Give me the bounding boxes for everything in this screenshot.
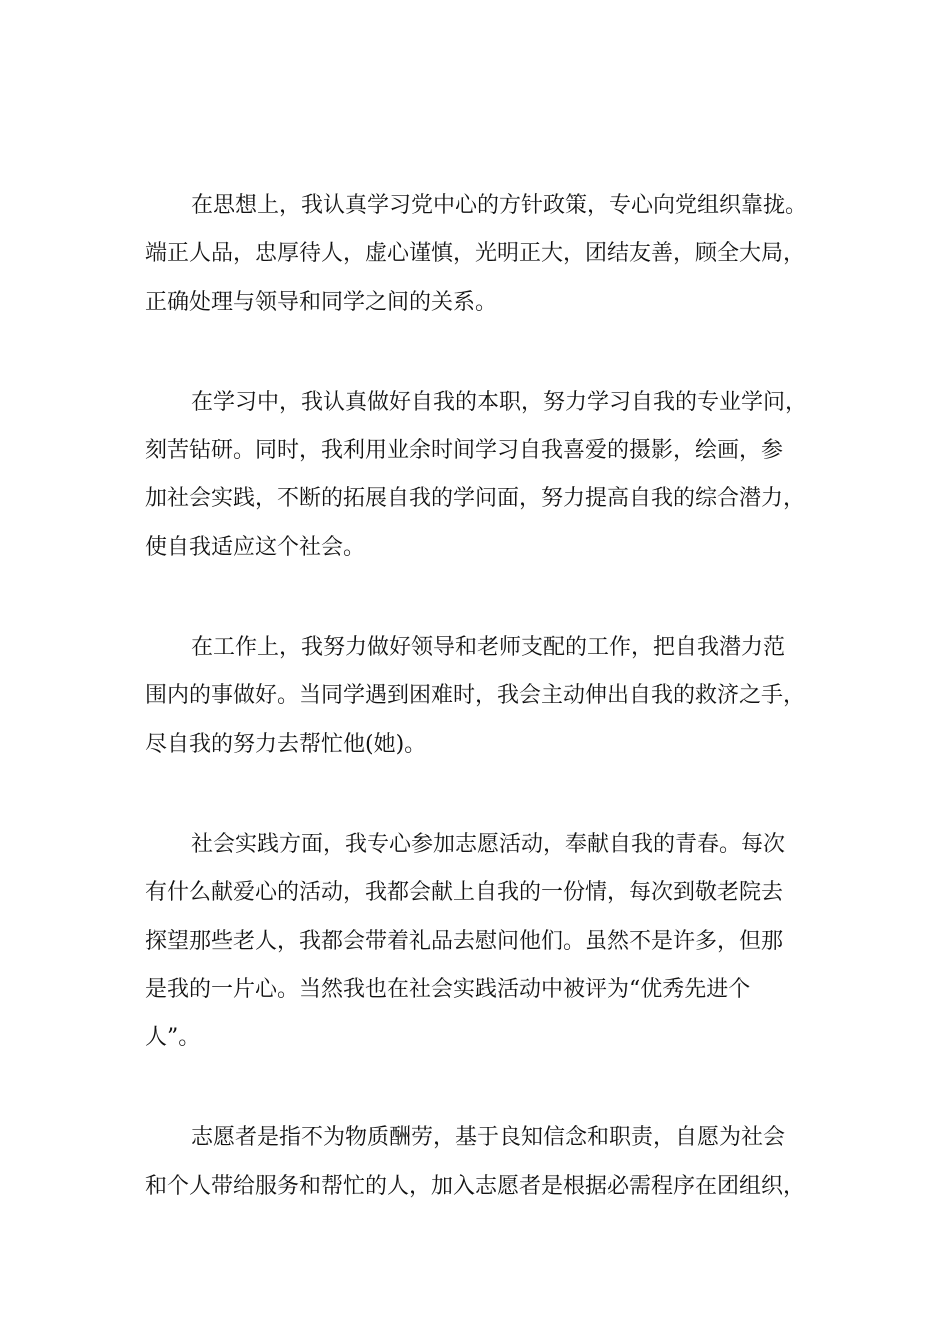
document-body bbox=[145, 182, 815, 1263]
text-line: 刻苦钻研。同时，我利用业余时间学习自我喜爱的摄影，绘画，参 bbox=[145, 438, 784, 464]
text-line: 在学习中，我认真做好自我的本职，努力学习自我的专业学问， bbox=[191, 389, 808, 415]
paragraph-study bbox=[145, 379, 815, 572]
text-line: 是我的一片心。当然我也在社会实践活动中被评为“优秀先进个 bbox=[145, 976, 751, 1002]
paragraph-thought bbox=[145, 182, 815, 327]
text-line: 在思想上，我认真学习党中心的方针政策，专心向党组织靠拢。 bbox=[191, 193, 808, 218]
text-line: 围内的事做好。当同学遇到困难时，我会主动伸出自我的救济之手， bbox=[145, 683, 806, 709]
text-line: 在工作上，我努力做好领导和老师支配的工作，把自我潜力范 bbox=[191, 635, 786, 661]
text-line: 人”。 bbox=[145, 1025, 201, 1051]
text-line: 使自我适应这个社会。 bbox=[145, 534, 366, 560]
text-line: 探望那些老人，我都会带着礼品去慰问他们。虽然不是许多，但那 bbox=[145, 928, 784, 954]
text-line: 志愿者是指不为物质酬劳，基于良知信念和职责，自愿为社会 bbox=[191, 1125, 786, 1151]
paragraph-social-practice bbox=[145, 821, 815, 1062]
text-line: 尽自我的努力去帮忙他(她)。 bbox=[145, 731, 427, 757]
text-line: 端正人品，忠厚待人，虚心谨慎，光明正大，团结友善，顾全大局， bbox=[145, 241, 806, 267]
paragraph-volunteer bbox=[145, 1114, 815, 1211]
text-line: 有什么献爱心的活动，我都会献上自我的一份情，每次到敬老院去 bbox=[145, 880, 784, 906]
text-line: 加社会实践，不断的拓展自我的学问面，努力提高自我的综合潜力， bbox=[145, 486, 806, 512]
text-line: 社会实践方面，我专心参加志愿活动，奉献自我的青春。每次 bbox=[191, 831, 786, 857]
text-line: 和个人带给服务和帮忙的人，加入志愿者是根据必需程序在团组织， bbox=[145, 1173, 806, 1199]
text-line: 正确处理与领导和同学之间的关系。 bbox=[145, 289, 498, 315]
paragraph-work bbox=[145, 624, 815, 769]
